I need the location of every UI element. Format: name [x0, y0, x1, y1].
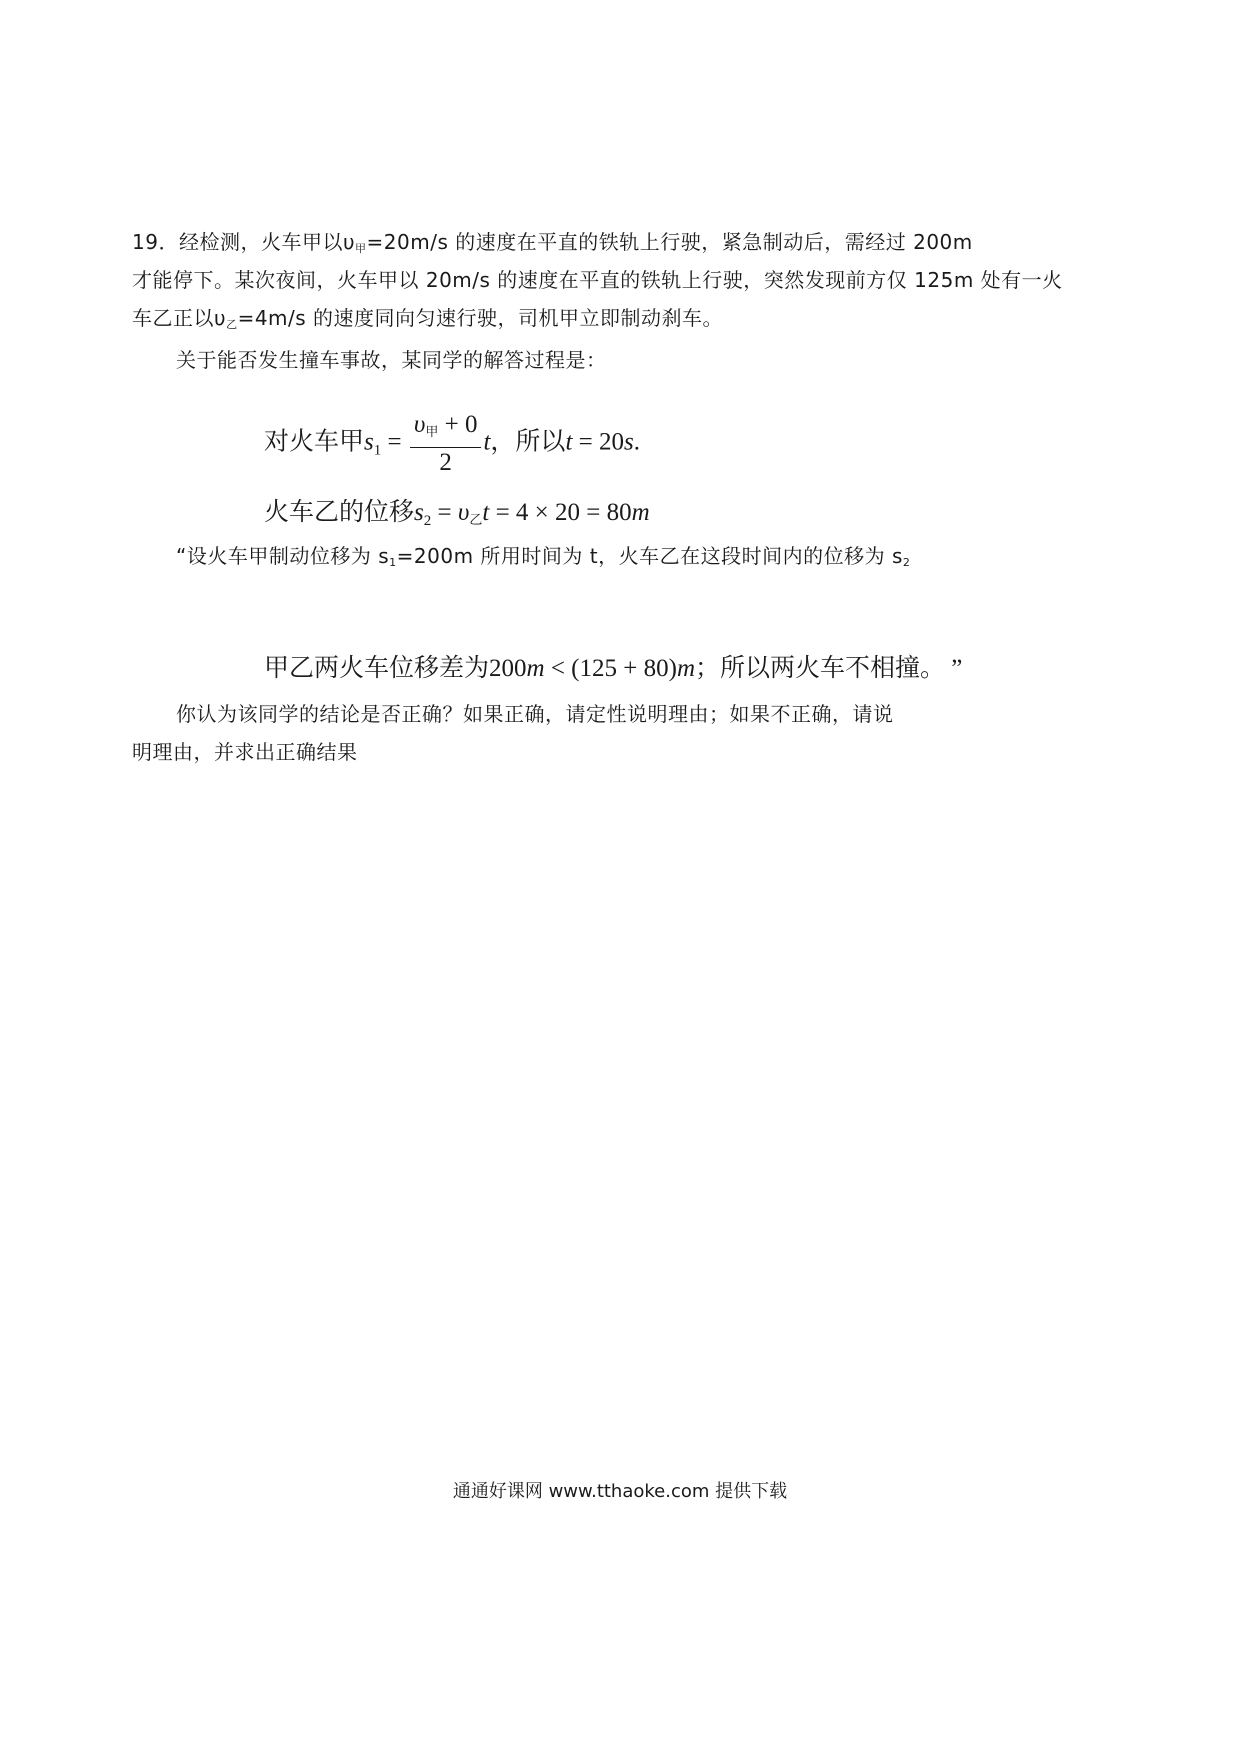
equation-train-a: 对火车甲$s_1$ = $\frac{\text{υ甲 + 0}}{2}$ t，所以t = 20s. [264, 411, 640, 476]
equation-train-b: 火车乙的位移$s_2 = \upsilon$乙t = 4 × 20 = 80m [264, 499, 650, 529]
fraction: $\frac{\text{υ甲 + 0}}{2}$ [410, 410, 482, 478]
question-line-1: 19．经检测，火车甲以υ甲=20m/s 的速度在平直的铁轨上行驶，紧急制动后，需经过 200m [132, 230, 973, 255]
question-line-2: 才能停下。某次夜间，火车甲以 20m/s 的速度在平直的铁轨上行驶，突然发现前方仅 125m 处有一火 [132, 268, 1063, 292]
page-footer: 通通好课网 www.tthaoke.com 提供下载 [452, 1481, 788, 1502]
question-line-3: 车乙正以υ乙=4m/s 的速度同向匀速行驶，司机甲立即制动刹车。 [132, 306, 724, 331]
ask-line-2: 明理由，并求出正确结果 [132, 740, 358, 764]
solution-quote-line: “设火车甲制动位移为 s1=200m 所用时间为 t，火车乙在这段时间内的位移为 s2 [176, 544, 911, 569]
ask-line-1: 你认为该同学的结论是否正确？如果正确，请定性说明理由；如果不正确，请说 [176, 702, 894, 726]
question-number: 19． [132, 230, 179, 254]
question-line-4: 关于能否发生撞车事故，某同学的解答过程是： [176, 348, 607, 372]
equation-conclusion: 甲乙两火车位移差为200m < (125 + 80)m；所以两火车不相撞。 ” [264, 655, 963, 682]
